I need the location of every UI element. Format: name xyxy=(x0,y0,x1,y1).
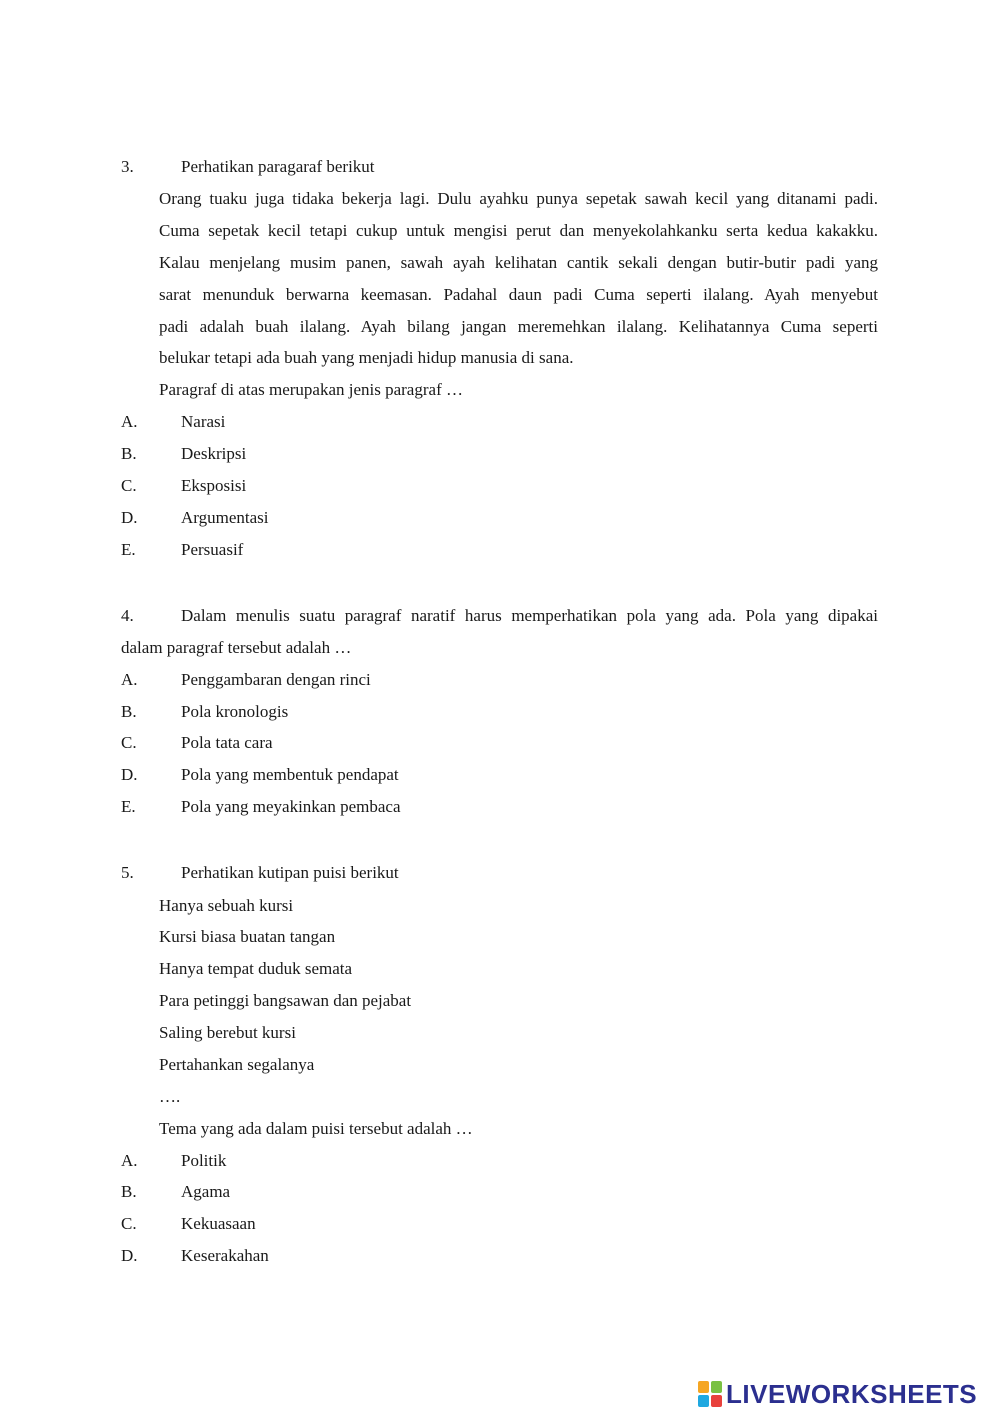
option-text[interactable]: Narasi xyxy=(181,412,226,431)
option-letter: B. xyxy=(121,444,137,463)
passage-line: belukar tetapi ada buah yang menjadi hidup manusia di sana. xyxy=(159,348,574,367)
question-number: 4. xyxy=(121,606,134,625)
option-text[interactable]: Deskripsi xyxy=(181,444,247,463)
option-letter: E. xyxy=(121,797,136,816)
poem-line: Pertahankan segalanya xyxy=(159,1055,315,1074)
logo-square xyxy=(698,1395,709,1407)
logo-square xyxy=(711,1395,722,1407)
passage-line: Orang tuaku juga tidaka bekerja lagi. Dulu ayahku punya sepetak sawah kecil yang ditanami padi. xyxy=(159,189,878,208)
poem-line: Hanya tempat duduk semata xyxy=(159,959,353,978)
option-text[interactable]: Eksposisi xyxy=(181,476,247,495)
liveworksheets-logo xyxy=(698,1378,977,1410)
option-letter: C. xyxy=(121,733,137,752)
passage-line: Cuma sepetak kecil tetapi cukup untuk mengisi perut dan menyekolahkanku serta kedua kakakku. xyxy=(159,221,878,240)
option-letter: C. xyxy=(121,476,137,495)
passage-line: sarat menunduk berwarna keemasan. Padahal daun padi Cuma seperti ilalang. Ayah menyebut xyxy=(159,285,878,304)
poem-line: Hanya sebuah kursi xyxy=(159,896,294,915)
logo-square xyxy=(698,1381,709,1393)
poem-line: Para petinggi bangsawan dan pejabat xyxy=(159,991,412,1010)
question-stem-continued: dalam paragraf tersebut adalah … xyxy=(121,638,352,657)
option-text[interactable]: Politik xyxy=(181,1151,227,1170)
option-letter: B. xyxy=(121,702,137,721)
option-letter: C. xyxy=(121,1214,137,1233)
option-text[interactable]: Pola kronologis xyxy=(181,702,289,721)
option-letter: A. xyxy=(121,670,138,689)
question-stem: Perhatikan kutipan puisi berikut xyxy=(181,863,399,882)
question-prompt: Paragraf di atas merupakan jenis paragraf … xyxy=(159,380,463,399)
option-text[interactable]: Pola tata cara xyxy=(181,733,273,752)
option-letter: D. xyxy=(121,765,138,784)
logo-text: LIVEWORKSHEETS xyxy=(726,1378,978,1409)
option-text[interactable]: Persuasif xyxy=(181,540,244,559)
question-stem: Perhatikan paragaraf berikut xyxy=(181,157,375,176)
poem-ellipsis: …. xyxy=(159,1087,181,1106)
option-letter: D. xyxy=(121,508,138,527)
option-text[interactable]: Pola yang meyakinkan pembaca xyxy=(181,797,401,816)
question-number: 5. xyxy=(121,863,134,882)
logo-square xyxy=(711,1381,722,1393)
poem-line: Kursi biasa buatan tangan xyxy=(159,927,336,946)
option-text[interactable]: Pola yang membentuk pendapat xyxy=(181,765,399,784)
question-number: 3. xyxy=(121,157,134,176)
option-text[interactable]: Kekuasaan xyxy=(181,1214,256,1233)
option-text[interactable]: Agama xyxy=(181,1182,231,1201)
passage-line: padi adalah buah ilalang. Ayah bilang jangan meremehkan ilalang. Kelihatannya Cuma seperti xyxy=(159,317,878,336)
question-prompt: Tema yang ada dalam puisi tersebut adalah … xyxy=(159,1119,473,1138)
option-text[interactable]: Argumentasi xyxy=(181,508,269,527)
option-text[interactable]: Keserakahan xyxy=(181,1246,269,1265)
option-letter: A. xyxy=(121,1151,138,1170)
option-letter: E. xyxy=(121,540,136,559)
option-letter: A. xyxy=(121,412,138,431)
option-text[interactable]: Penggambaran dengan rinci xyxy=(181,670,371,689)
poem-line: Saling berebut kursi xyxy=(159,1023,296,1042)
question-stem: Dalam menulis suatu paragraf naratif harus memperhatikan pola yang ada. Pola yang dipakai xyxy=(181,606,878,625)
passage-line: Kalau menjelang musim panen, sawah ayah kelihatan cantik sekali dengan butir-butir padi yang xyxy=(159,253,878,272)
option-letter: D. xyxy=(121,1246,138,1265)
liveworksheets-logo-icon xyxy=(698,1381,722,1407)
option-letter: B. xyxy=(121,1182,137,1201)
